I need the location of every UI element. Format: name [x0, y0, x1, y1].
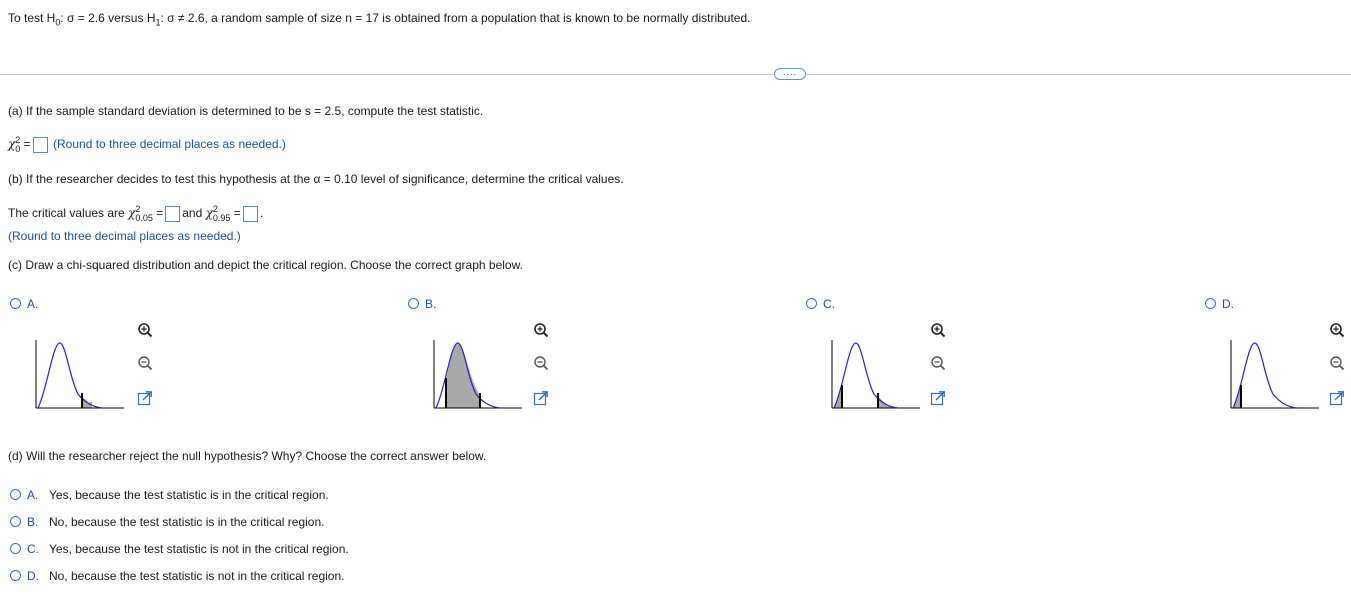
answer-option-b[interactable]: B. No, because the test statistic is in the critical region. [10, 515, 324, 529]
radio-icon [10, 516, 21, 527]
section-divider [0, 74, 1351, 75]
graph-option-d-radio[interactable]: D. [1205, 297, 1234, 311]
zoom-in-icon[interactable] [1329, 322, 1345, 338]
radio-icon [10, 543, 21, 554]
radio-icon [10, 570, 21, 581]
graph-option-c [828, 330, 920, 410]
zoom-out-icon[interactable] [137, 355, 153, 371]
critical-value-upper-input[interactable] [243, 206, 258, 222]
zoom-in-icon[interactable] [137, 322, 153, 338]
critical-values-row: The critical values are $\chi^2_{0.05}$ = and $\chi^2_{0.95}$ = . [8, 204, 264, 223]
answer-option-c[interactable]: C. Yes, because the test statistic is not in the critical region. [10, 542, 349, 556]
rounding-hint: (Round to three decimal places as needed.) [8, 229, 241, 243]
popout-icon[interactable] [1329, 390, 1345, 406]
part-a-answer-row: $\chi^2_0$ = (Round to three decimal places as needed.) [8, 135, 286, 154]
graph-option-b-radio[interactable]: B. [408, 297, 436, 311]
radio-icon [1205, 298, 1216, 309]
problem-statement: To test $H_0$: σ = 2.6 versus $H_1$: σ ≠ 2.6, a random sample of size n = 17 is obtained from a population that is known to be normally distributed. [8, 11, 751, 28]
graph-option-c-radio[interactable]: C. [806, 297, 835, 311]
test-statistic-input[interactable] [33, 137, 48, 153]
part-c-question: (c) Draw a chi-squared distribution and depict the critical region. Choose the correct graph below. [8, 258, 523, 272]
graph-option-a-radio[interactable]: A. [10, 297, 38, 311]
part-d-question: (d) Will the researcher reject the null hypothesis? Why? Choose the correct answer below. [8, 449, 487, 463]
part-a-question: (a) If the sample standard deviation is determined to be s = 2.5, compute the test statistic. [8, 104, 484, 118]
part-b-question: (b) If the researcher decides to test this hypothesis at the α = 0.10 level of significance, determine the critical values. [8, 172, 624, 186]
critical-value-lower-input[interactable] [165, 206, 180, 222]
radio-icon [408, 298, 419, 309]
graph-option-a [32, 330, 124, 410]
zoom-in-icon[interactable] [930, 322, 946, 338]
zoom-out-icon[interactable] [1329, 355, 1345, 371]
graph-option-b [430, 330, 522, 410]
graph-option-d [1227, 330, 1319, 410]
popout-icon[interactable] [930, 390, 946, 406]
radio-icon [10, 489, 21, 500]
expand-more-button[interactable]: .... [774, 68, 806, 80]
popout-icon[interactable] [533, 390, 549, 406]
chi-symbol: χ [8, 137, 16, 152]
radio-icon [10, 298, 21, 309]
zoom-out-icon[interactable] [930, 355, 946, 371]
answer-option-d[interactable]: D. No, because the test statistic is not in the critical region. [10, 569, 344, 583]
rounding-hint: (Round to three decimal places as needed.) [53, 137, 286, 152]
zoom-out-icon[interactable] [533, 355, 549, 371]
zoom-in-icon[interactable] [533, 322, 549, 338]
popout-icon[interactable] [137, 390, 153, 406]
radio-icon [806, 298, 817, 309]
answer-option-a[interactable]: A. Yes, because the test statistic is in the critical region. [10, 488, 329, 502]
